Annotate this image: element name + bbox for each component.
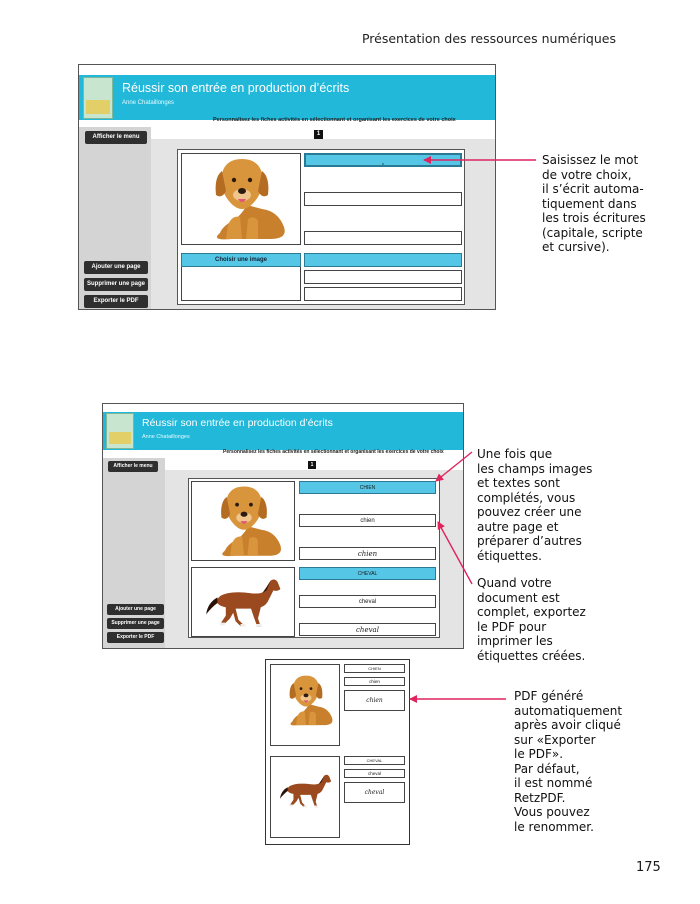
app-title: Réussir son entrée en production d’écrits [122, 81, 350, 95]
delete-page-button[interactable]: Supprimer une page [107, 618, 164, 629]
app-tagline: Personnalisez les fiches activités en sélectionnant et organisant les exercices de votre choix [213, 117, 456, 123]
pdf-dog-capital: CHIEN [344, 664, 405, 673]
page-number: 175 [636, 860, 661, 875]
page-number-badge[interactable]: 1 [308, 461, 316, 469]
dog-script-field[interactable]: chien [299, 514, 436, 527]
choose-image-button[interactable]: Choisir une image [181, 253, 301, 267]
horse-cursive-field[interactable]: cheval [299, 623, 436, 636]
caption-type-word: Saisissez le mot de votre choix, il s’écrit automa- tiquement dans les trois écritures (capitale, scripte et cursive). [542, 153, 646, 254]
app-title: Réussir son entrée en production d’écrits [142, 417, 333, 429]
app-author: Anne Chataillonges [122, 100, 175, 106]
pdf-horse-cursive: cheval [344, 782, 405, 803]
dog-cursive-field[interactable]: chien [299, 547, 436, 560]
page-number-badge[interactable]: 1 [314, 130, 323, 139]
pdf-horse-script: cheval [344, 769, 405, 778]
add-page-button[interactable]: Ajouter une page [84, 261, 148, 274]
caption-pdf-generated: PDF généré automatiquement après avoir cliqué sur «Exporter le PDF». Par défaut, il est nommé RetzPDF. Vous pouvez le renommer. [514, 689, 623, 834]
pdf-dog-script: chien [344, 677, 405, 686]
export-pdf-button[interactable]: Exporter le PDF [84, 295, 148, 308]
arrow-to-page-controls [436, 452, 472, 481]
text-cursor: I [382, 163, 384, 167]
horse-capital-field[interactable]: CHEVAL [299, 567, 436, 580]
app-author: Anne Chataillonges [142, 434, 190, 440]
horse-script-field[interactable]: cheval [299, 595, 436, 608]
show-menu-button[interactable]: Afficher le menu [108, 461, 158, 472]
caption-add-page: Une fois que les champs images et textes sont complétés, vous pouvez créer une autre page et préparer d’autres étiquettes. [477, 447, 593, 563]
app-tagline: Personnalisez les fiches activités en sélectionnant et organisant les exercices de votre choix [223, 449, 444, 455]
add-page-button[interactable]: Ajouter une page [107, 604, 164, 615]
page-header: Présentation des ressources numériques [361, 31, 616, 46]
caption-export-pdf: Quand votre document est complet, exportez le PDF pour imprimer les étiquettes créées. [477, 576, 586, 663]
export-pdf-button[interactable]: Exporter le PDF [107, 632, 164, 643]
pdf-horse-capital: CHEVAL [344, 756, 405, 765]
pdf-dog-cursive: chien [344, 690, 405, 711]
arrow-to-export-fields [438, 522, 472, 584]
show-menu-button[interactable]: Afficher le menu [85, 131, 147, 144]
dog-capital-field[interactable]: CHIEN [299, 481, 436, 494]
delete-page-button[interactable]: Supprimer une page [84, 278, 148, 291]
